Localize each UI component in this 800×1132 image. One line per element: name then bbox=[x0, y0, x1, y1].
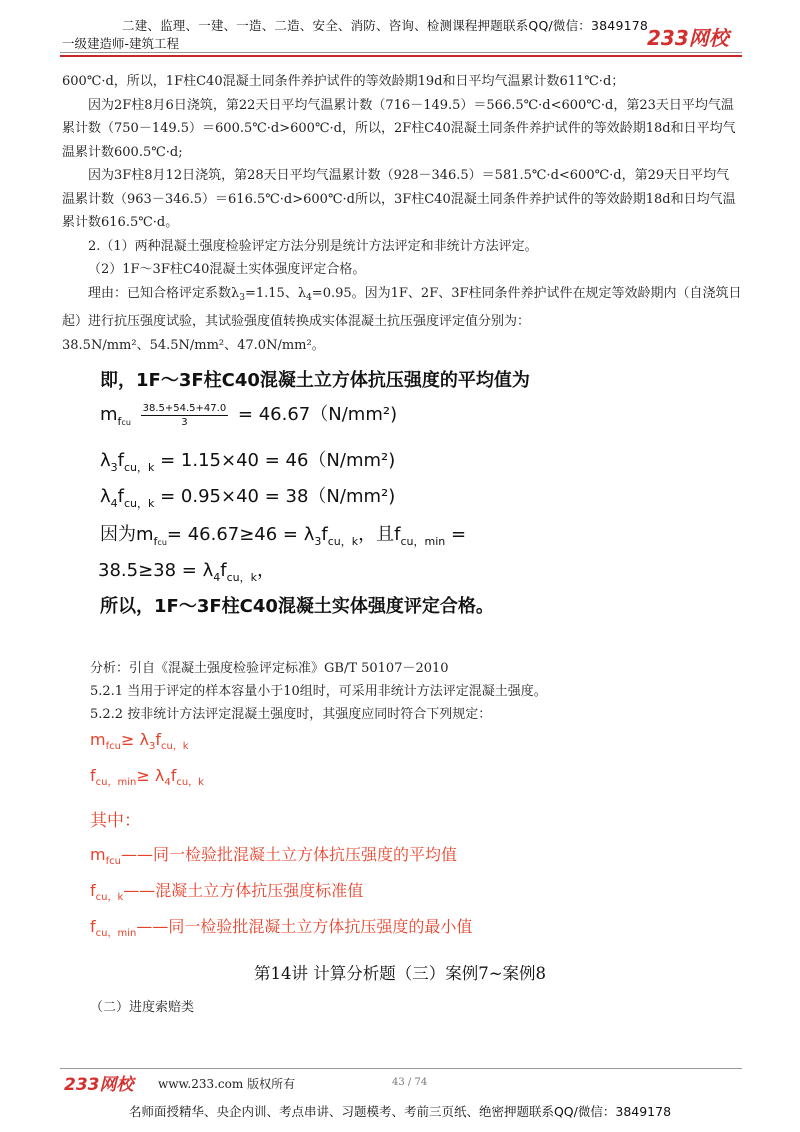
definition-line: $f_{cu,k}——$混凝土立方体抗压强度标准值 bbox=[90, 881, 364, 903]
lecture-title: 第14讲 计算分析题（三）案例7~案例8 bbox=[253, 964, 547, 983]
paragraph: 因为2F柱8月6日浇筑，第22天日平均气温累计数（716－149.5）＝566.5℃·d<600℃·d，第23天日平均气温累计数（750－149.5）＝600.5℃·d>600℃·d，所以，2F柱C40混凝土同条件养护试件的等效龄期18d和日平均气温累计数600.5℃·d; bbox=[62, 97, 736, 160]
section-heading: （二）进度索赔类 bbox=[90, 1000, 195, 1015]
formula-line: $m_{fcu}$ $\frac{38.5+54.5+47.0}{3}$ = 46.67（N/mm²) bbox=[100, 402, 398, 428]
paragraph: 2.（1）两种混凝土强度检验评定方法分别是统计方法评定和非统计方法评定。 bbox=[88, 238, 538, 254]
footer-contact-text: 名师面授精华、央企内训、考点串讲、习题模考、考前三页纸、绝密押题联系QQ/微信：3849178 bbox=[128, 1104, 672, 1119]
condition-line: $f_{cu,min}\ge \lambda_4f_{cu,k}$ bbox=[90, 766, 204, 788]
header-divider bbox=[60, 52, 742, 53]
page-number: 43 / 74 bbox=[392, 1077, 428, 1088]
svg-text:233网校: 233网校 bbox=[64, 1075, 134, 1094]
analysis-line: 5.2.1 当用于评定的样本容量小于10组时，可采用非统计方法评定混凝土强度。 bbox=[90, 684, 547, 699]
definition-line: $f_{cu,min}——$同一检验批混凝土立方体抗压强度的最小值 bbox=[90, 917, 473, 939]
formula-line: $\lambda_3f_{cu,k} = 1.15\times 40 = 46(N/mm^2)$ bbox=[100, 450, 396, 474]
paragraph: 600℃·d，所以，1F柱C40混凝土同条件养护试件的等效龄期19d和日平均气温累计数611℃·d； bbox=[62, 74, 625, 89]
paragraph: 因为3F柱8月12日浇筑，第28天日平均气温累计数（928－346.5）＝581.5℃·d<600℃·d，第29天日平均气温累计数（963－346.5）＝616.5℃·d>600℃·d所以，3F柱C40混凝土同条件养护试件的等效龄期18d和日均气温累计数616.5℃·d。 bbox=[62, 168, 736, 230]
svg-text:233网校: 233网校 bbox=[647, 26, 729, 50]
analysis-line: 分析：引自《混凝土强度检验评定标准》GB/T 50107－2010 bbox=[90, 661, 449, 676]
paragraph: 理由：已知合格评定系数$\lambda_3=1.15$、$\lambda_4=0.95$。因为1F、2F、3F柱同条件养护试件在规定等效龄期内（自浇筑日起）进行抗压强度试验，其试验强度值转换成实体混凝土抗压强度评定值分别为： bbox=[62, 285, 742, 329]
paragraph: 38.5N/mm²、54.5N/mm²、47.0N/mm²。 bbox=[62, 337, 325, 353]
among-label: 其中： bbox=[90, 811, 141, 831]
formula-line: 因为$m_{fcu}= 46.67\ge 46 = \lambda_3f_{cu,k}$，且$f_{cu,min}$ = bbox=[100, 524, 467, 548]
analysis-line: 5.2.2 按非统计方法评定混凝土强度时，其强度应同时符合下列规定： bbox=[90, 707, 492, 722]
formula-line: $38.5\ge 38 = \lambda_4f_{cu,k}$， bbox=[98, 560, 275, 584]
brand-logo-icon bbox=[645, 24, 741, 50]
header-subtitle: 一级建造师-建筑工程 bbox=[62, 36, 180, 51]
analysis-block bbox=[90, 657, 740, 726]
formula-line: 即，1F～3F柱C40混凝土立方体抗压强度的平均值为 bbox=[100, 370, 530, 391]
header-contact-text: 二建、监理、一建、一造、二造、安全、消防、咨询、检测课程押题联系QQ/微信：3849178 bbox=[122, 18, 649, 33]
footer-site: www.233.com 版权所有 bbox=[158, 1077, 296, 1091]
header-accent-divider bbox=[60, 55, 742, 57]
formula-line: $\lambda_4f_{cu,k} = 0.95\times 40 = 38(N/mm^2)$ bbox=[100, 486, 396, 510]
formula-line: 所以，1F～3F柱C40混凝土实体强度评定合格。 bbox=[100, 596, 494, 617]
definition-line: $m_{fcu}——$同一检验批混凝土立方体抗压强度的平均值 bbox=[90, 845, 457, 867]
condition-line: $m_{fcu}\ge \lambda_3f_{cu,k}$ bbox=[90, 730, 189, 752]
paragraph: （2）1F～3F柱C40混凝土实体强度评定合格。 bbox=[88, 262, 366, 277]
footer-logo-icon bbox=[62, 1072, 150, 1094]
footer-divider bbox=[60, 1068, 742, 1069]
answer-body bbox=[62, 70, 742, 357]
